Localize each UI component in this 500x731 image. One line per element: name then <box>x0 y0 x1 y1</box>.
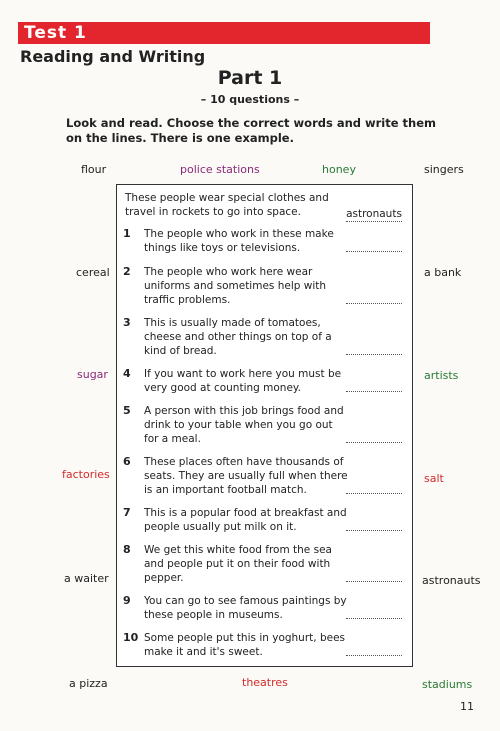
question-text: We get this white food from the sea and people put it on their food with pepper. <box>144 544 332 584</box>
example-answer: astronauts <box>346 208 402 220</box>
question-text: The people who work in these make things like toys or televisions. <box>144 228 334 254</box>
answer-line[interactable] <box>346 348 402 355</box>
answer-line[interactable] <box>346 245 402 252</box>
test-banner <box>18 22 430 44</box>
question-text: If you want to work here you must be very good at counting money. <box>144 368 342 394</box>
answer-line[interactable] <box>346 524 402 531</box>
question-number: 9 <box>123 594 131 607</box>
question-text: A person with this job brings food and drink to your table when you go out for a meal. <box>144 405 344 445</box>
question-text: Some people put this in yoghurt, bees make it and it's sweet. <box>144 632 346 658</box>
question-count: – 10 questions – <box>200 93 300 106</box>
example-text: These people wear special clothes and travel in rockets to go into space. <box>125 192 329 218</box>
question-text: These places often have thousands of seats. They are usually full when there is an important football match. <box>144 456 348 496</box>
question-number: 7 <box>123 506 131 519</box>
question-number: 5 <box>123 404 131 417</box>
question-text: You can go to see famous paintings by these people in museums. <box>144 595 347 621</box>
question-text: The people who work here wear uniforms and sometimes help with traffic problems. <box>144 266 327 306</box>
question-text: This is usually made of tomatoes, cheese and other things on top of a kind of bread. <box>144 317 332 357</box>
question-number: 10 <box>123 631 139 644</box>
question-number: 2 <box>123 265 131 278</box>
answer-line[interactable] <box>346 487 402 494</box>
word-stadiums: stadiums <box>422 678 473 691</box>
answer-line[interactable] <box>346 612 402 619</box>
instructions: Look and read. Choose the correct words and write them on the lines. There is one example. <box>66 116 437 145</box>
question-text: This is a popular food at breakfast and people usually put milk on it. <box>144 507 347 533</box>
word-salt: salt <box>424 472 444 485</box>
question-number: 8 <box>123 543 131 556</box>
word-astronauts: astronauts <box>422 574 481 587</box>
answer-line[interactable] <box>346 436 402 443</box>
word-sugar: sugar <box>77 368 108 381</box>
answer-line[interactable] <box>346 649 402 656</box>
question-number: 3 <box>123 316 131 329</box>
question-number: 6 <box>123 455 131 468</box>
word-honey: honey <box>322 163 356 176</box>
word-artists: artists <box>424 369 459 382</box>
part-title: Part 1 <box>217 67 283 89</box>
question-box <box>116 184 413 667</box>
word-a-waiter: a waiter <box>64 572 109 585</box>
word-police-stations: police stations <box>180 163 260 176</box>
section-title: Reading and Writing <box>20 47 206 66</box>
word-cereal: cereal <box>76 266 110 279</box>
page-number: 11 <box>460 700 474 713</box>
question-number: 4 <box>123 367 131 380</box>
answer-line[interactable] <box>346 575 402 582</box>
answer-line[interactable] <box>346 297 402 304</box>
test-label: Test 1 <box>24 23 87 43</box>
word-a-pizza: a pizza <box>69 677 108 690</box>
word-theatres: theatres <box>242 676 288 689</box>
word-flour: flour <box>81 163 107 176</box>
question-number: 1 <box>123 227 131 240</box>
word-a-bank: a bank <box>424 266 462 279</box>
word-factories: factories <box>62 468 110 481</box>
word-singers: singers <box>424 163 464 176</box>
answer-line[interactable] <box>346 385 402 392</box>
